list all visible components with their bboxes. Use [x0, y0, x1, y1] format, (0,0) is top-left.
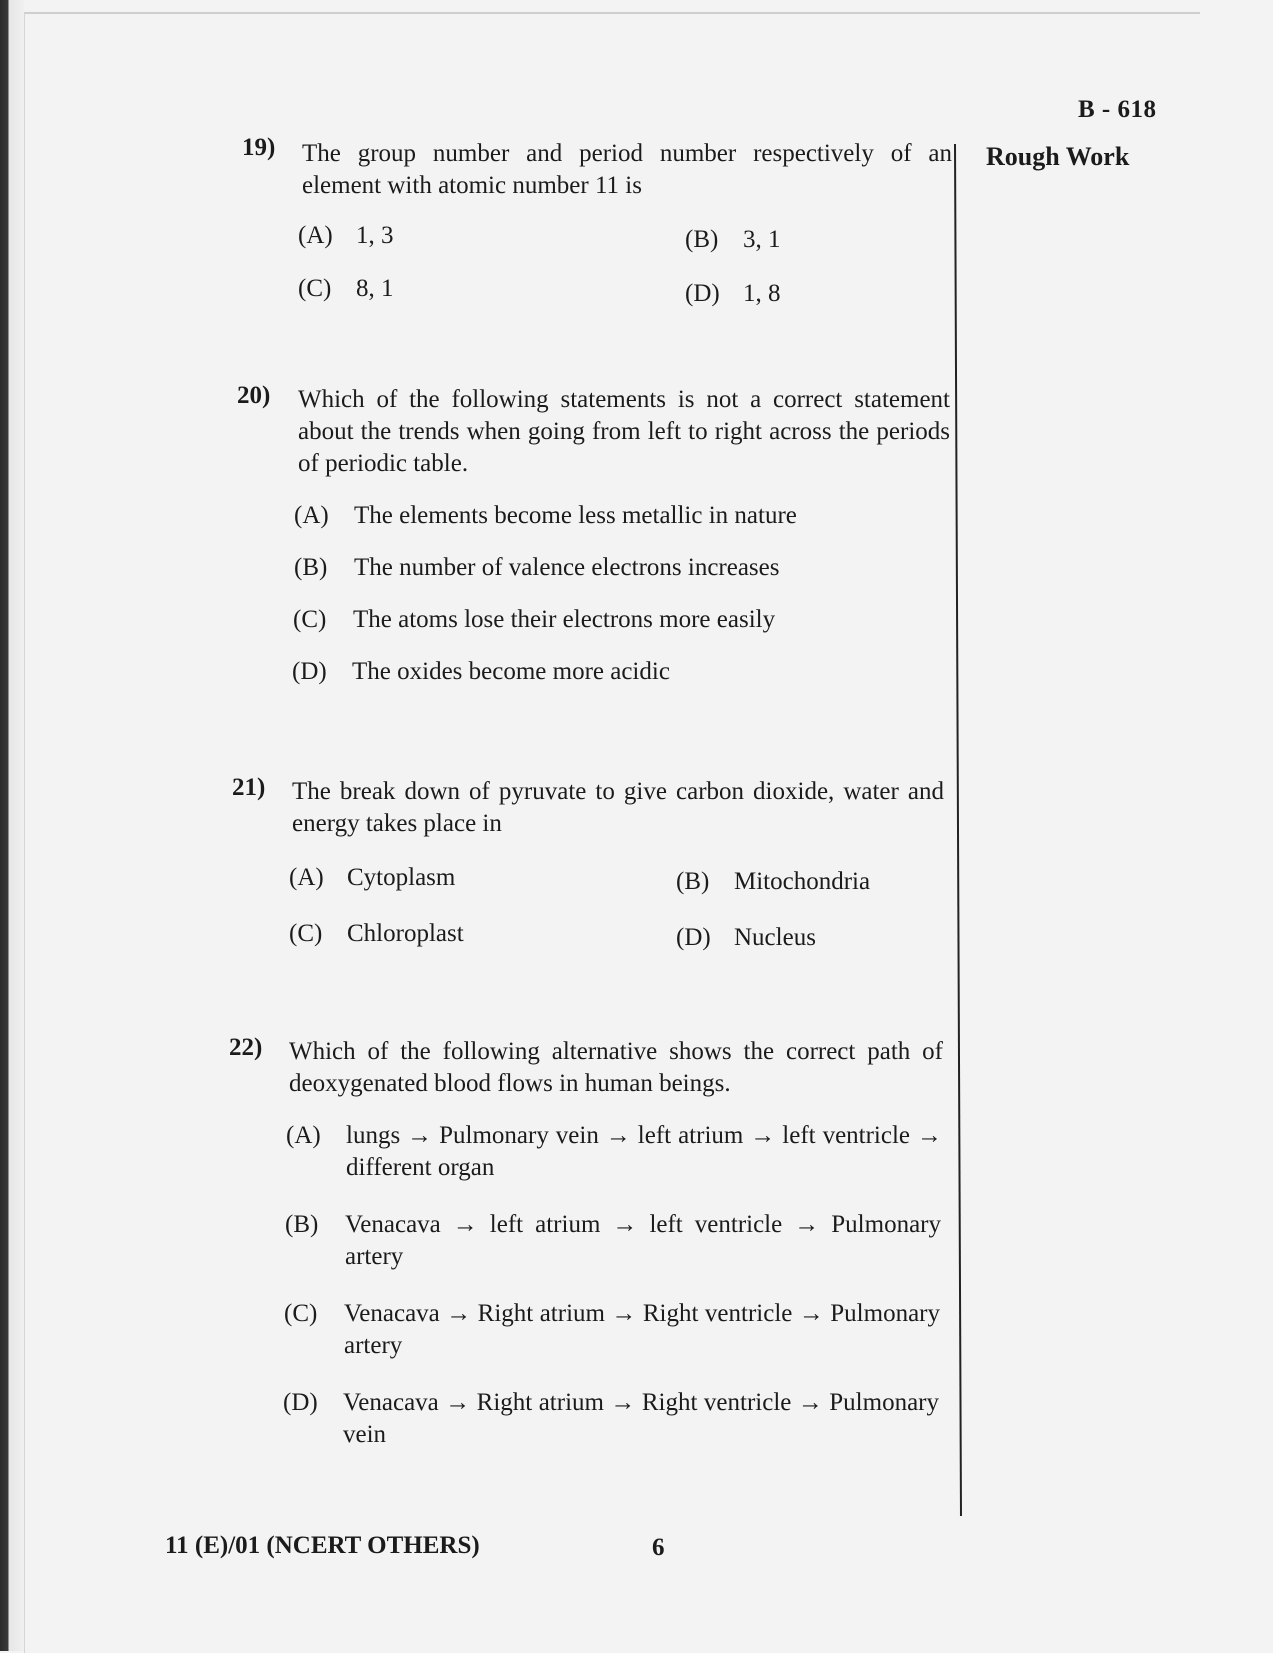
option-label: (B): [294, 554, 328, 581]
scan-border: [0, 0, 24, 1651]
option-c[interactable]: [289, 918, 464, 950]
option-text: The elements become less metallic in nature: [354, 502, 797, 529]
option-a[interactable]: [294, 500, 934, 532]
option-c[interactable]: [284, 1298, 940, 1362]
option-text: Cytoplasm: [347, 864, 456, 891]
option-text: Mitochondria: [734, 868, 871, 895]
option-text: Chloroplast: [347, 920, 464, 947]
option-a[interactable]: [289, 862, 455, 894]
question-text: The group number and period number respectively of an element with atomic number 11 is: [302, 140, 952, 199]
option-d[interactable]: [292, 656, 932, 688]
paper-code: B - 618: [1078, 96, 1157, 123]
option-c[interactable]: [298, 273, 394, 305]
page-number: 6: [652, 1534, 665, 1561]
question-text: Which of the following statements is not a correct statement about the trends when going from left to right across the periods of periodic table.: [298, 386, 950, 477]
footer-paper-code: 11 (E)/01 (NCERT OTHERS): [165, 1532, 480, 1559]
option-label: (D): [676, 924, 711, 951]
option-c[interactable]: [293, 604, 933, 636]
option-label: (C): [289, 920, 323, 947]
option-text: Venacava → Right atrium → Right ventricle → Pulmonary vein: [343, 1389, 939, 1448]
option-label: (A): [286, 1122, 321, 1149]
option-d[interactable]: [283, 1387, 939, 1451]
option-text: 1, 8: [743, 280, 781, 307]
option-text: The number of valence electrons increases: [354, 554, 780, 581]
option-text: The oxides become more acidic: [352, 658, 670, 685]
option-text: 8, 1: [356, 275, 394, 302]
question-text: Which of the following alternative shows the correct path of deoxygenated blood flows in human beings.: [289, 1038, 943, 1097]
option-b[interactable]: [676, 866, 870, 898]
option-label: (C): [293, 606, 327, 633]
option-text: 1, 3: [356, 222, 394, 249]
option-d[interactable]: [676, 922, 816, 954]
option-text: Nucleus: [734, 924, 816, 951]
option-a[interactable]: [298, 220, 394, 252]
option-label: (B): [676, 868, 710, 895]
option-text: Venacava → Right atrium → Right ventricle → Pulmonary artery: [344, 1300, 940, 1359]
option-label: (A): [294, 502, 329, 529]
option-label: (C): [298, 275, 332, 302]
option-label: (A): [289, 864, 324, 891]
option-text: Venacava → left atrium → left ventricle → Pulmonary artery: [345, 1211, 941, 1270]
option-label: (B): [685, 226, 719, 253]
option-label: (D): [283, 1389, 318, 1416]
question-number: 19): [242, 134, 276, 161]
option-text: lungs → Pulmonary vein → left atrium → left ventricle → different organ: [346, 1122, 942, 1181]
rough-work-heading: Rough Work: [986, 142, 1130, 171]
option-text: 3, 1: [743, 226, 781, 253]
question-number: 21): [232, 774, 266, 801]
option-b[interactable]: [685, 224, 781, 256]
option-d[interactable]: [685, 278, 781, 310]
option-label: (A): [298, 222, 333, 249]
option-text: The atoms lose their electrons more easily: [353, 606, 776, 633]
option-b[interactable]: [285, 1209, 941, 1273]
question-text: The break down of pyruvate to give carbon dioxide, water and energy takes place in: [292, 778, 944, 837]
option-b[interactable]: [294, 552, 934, 584]
option-label: (D): [292, 658, 327, 685]
option-a[interactable]: [286, 1120, 942, 1184]
question-number: 22): [229, 1034, 263, 1061]
option-label: (B): [285, 1211, 319, 1238]
option-label: (D): [685, 280, 720, 307]
option-label: (C): [284, 1300, 318, 1327]
question-number: 20): [237, 382, 271, 409]
